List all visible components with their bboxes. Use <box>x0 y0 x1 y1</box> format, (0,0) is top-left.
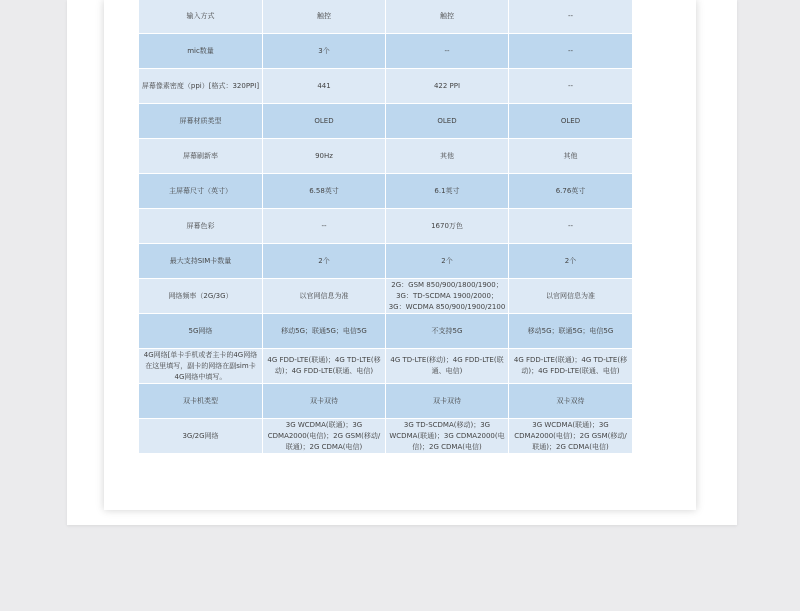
table-row <box>139 209 633 244</box>
spec-value-cell <box>263 244 386 279</box>
cell-text: -- <box>567 11 574 20</box>
cell-text: 90Hz <box>315 151 333 160</box>
spec-value-cell <box>263 384 386 419</box>
spec-value-cell <box>386 139 509 174</box>
cell-text: 以官网信息为准 <box>546 291 595 300</box>
cell-text: -- <box>444 46 450 55</box>
spec-value-cell <box>386 174 509 209</box>
spec-label-cell <box>139 0 263 34</box>
table-row <box>139 34 633 69</box>
cell-text: 其他 <box>563 151 578 160</box>
spec-value-cell <box>263 279 386 314</box>
spec-comparison-table <box>138 0 633 454</box>
cell-text: OLED <box>314 116 334 125</box>
cell-text: 屏幕材质类型 <box>179 116 222 125</box>
spec-value-cell <box>509 69 633 104</box>
cell-text: 441 <box>317 81 331 90</box>
spec-value-cell <box>509 174 633 209</box>
cell-text: 主屏幕尺寸（英寸） <box>169 186 232 195</box>
spec-value-cell <box>509 34 633 69</box>
cell-text: 双卡机类型 <box>183 396 218 405</box>
cell-text: -- <box>567 221 574 230</box>
spec-value-cell <box>509 139 633 174</box>
cell-text: 4G网络[单卡手机或者主卡的4G网络在这里填写，副卡的网络在副sim卡4G网络中填写。 <box>143 350 258 381</box>
table-row <box>139 384 633 419</box>
spec-label-cell <box>139 419 263 454</box>
spec-value-cell <box>263 69 386 104</box>
cell-text: 6.76英寸 <box>555 186 586 195</box>
spec-value-cell <box>509 384 633 419</box>
spec-label-cell <box>139 174 263 209</box>
cell-text: 2个 <box>564 256 577 265</box>
spec-value-cell <box>509 209 633 244</box>
spec-value-cell <box>509 104 633 139</box>
cell-text: 双卡双待 <box>433 396 461 405</box>
cell-text: 双卡双待 <box>310 396 338 405</box>
cell-text: mic数量 <box>187 46 214 55</box>
spec-value-cell <box>509 349 633 384</box>
cell-text: -- <box>321 221 327 230</box>
spec-value-cell <box>263 209 386 244</box>
spec-value-cell <box>263 314 386 349</box>
cell-text: 屏幕色彩 <box>186 221 215 230</box>
spec-value-cell <box>509 314 633 349</box>
spec-value-cell <box>386 209 509 244</box>
cell-text: 3G WCDMA(联通)；3G CDMA2000(电信)；2G GSM(移动/联通)；2G CDMA(电信) <box>514 420 627 451</box>
cell-text: 其他 <box>440 151 454 160</box>
cell-text: 触控 <box>317 11 331 20</box>
table-row <box>139 349 633 384</box>
spec-label-cell <box>139 104 263 139</box>
cell-text: 移动5G；联通5G；电信5G <box>281 326 367 335</box>
cell-text: 6.1英寸 <box>434 186 460 195</box>
spec-value-cell <box>386 349 509 384</box>
spec-label-cell <box>139 279 263 314</box>
cell-text: 3G WCDMA(联通)；3G CDMA2000(电信)；2G GSM(移动/联通)；2G CDMA(电信) <box>267 420 381 451</box>
cell-text: 3G/2G网络 <box>182 431 219 440</box>
spec-label-cell <box>139 314 263 349</box>
spec-value-cell <box>509 0 633 34</box>
spec-value-cell <box>263 349 386 384</box>
cell-text: 2G：GSM 850/900/1800/1900；3G：TD-SCDMA 1900/2000；3G：WCDMA 850/900/1900/2100 <box>388 280 506 311</box>
cell-text: 以官网信息为准 <box>299 291 349 300</box>
cell-text: 3G TD-SCDMA(移动)；3G WCDMA(联通)；3G CDMA2000(电信)；2G CDMA(电信) <box>389 420 505 451</box>
spec-value-cell <box>386 384 509 419</box>
spec-value-cell <box>386 279 509 314</box>
table-row <box>139 419 633 454</box>
table-row <box>139 69 633 104</box>
spec-label-cell <box>139 34 263 69</box>
cell-text: 屏幕像素密度（ppi）[格式：320PPI] <box>141 81 260 90</box>
cell-text: 2个 <box>318 256 330 265</box>
cell-text: 最大支持SIM卡数量 <box>169 256 232 265</box>
cell-text: 网络频率（2G/3G） <box>168 291 233 300</box>
cell-text: 移动5G；联通5G；电信5G <box>527 326 614 335</box>
cell-text: 触控 <box>440 11 454 20</box>
spec-value-cell <box>263 34 386 69</box>
table-row <box>139 174 633 209</box>
spec-value-cell <box>263 0 386 34</box>
spec-value-cell <box>263 139 386 174</box>
cell-text: 422 PPI <box>433 81 461 90</box>
table-row <box>139 139 633 174</box>
cell-text: -- <box>567 81 574 90</box>
table-row <box>139 0 633 34</box>
spec-value-cell <box>509 279 633 314</box>
spec-value-cell <box>509 419 633 454</box>
spec-value-cell <box>386 244 509 279</box>
cell-text: OLED <box>560 116 581 125</box>
cell-text: -- <box>567 46 574 55</box>
spec-label-cell <box>139 244 263 279</box>
table-row <box>139 279 633 314</box>
spec-value-cell <box>386 69 509 104</box>
spec-value-cell <box>386 34 509 69</box>
spec-label-cell <box>139 349 263 384</box>
spec-value-cell <box>263 104 386 139</box>
cell-text: 双卡双待 <box>556 396 585 405</box>
cell-text: 2个 <box>441 256 453 265</box>
table-row <box>139 244 633 279</box>
cell-text: 5G网络 <box>188 326 213 335</box>
spec-label-cell <box>139 139 263 174</box>
cell-text: 屏幕刷新率 <box>183 151 218 160</box>
cell-text: 4G FDD-LTE(联通)；4G TD-LTE(移动)；4G FDD-LTE(联通、电信) <box>513 356 628 375</box>
spec-value-cell <box>386 419 509 454</box>
spec-value-cell <box>386 314 509 349</box>
spec-value-cell <box>386 104 509 139</box>
table-row <box>139 104 633 139</box>
spec-value-cell <box>263 174 386 209</box>
cell-text: 1670万色 <box>431 221 463 230</box>
table-row <box>139 314 633 349</box>
spec-label-cell <box>139 384 263 419</box>
cell-text: 4G FDD-LTE(联通)；4G TD-LTE(移动)；4G FDD-LTE(联通、电信) <box>267 356 381 375</box>
spec-value-cell <box>386 0 509 34</box>
cell-text: 4G TD-LTE(移动)；4G FDD-LTE(联通、电信) <box>390 356 504 375</box>
cell-text: 不支持5G <box>431 326 463 335</box>
cell-text: OLED <box>437 116 457 125</box>
spec-value-cell <box>509 244 633 279</box>
cell-text: 输入方式 <box>186 11 215 20</box>
cell-text: 3个 <box>318 46 330 55</box>
spec-label-cell <box>139 69 263 104</box>
spec-value-cell <box>263 419 386 454</box>
spec-label-cell <box>139 209 263 244</box>
cell-text: 6.58英寸 <box>309 186 339 195</box>
